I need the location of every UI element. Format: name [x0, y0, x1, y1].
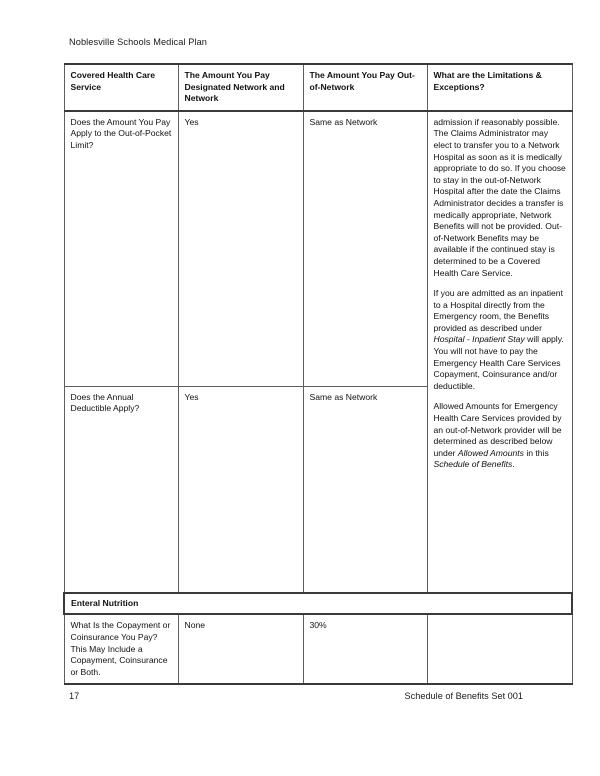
paragraph-text: . — [512, 459, 515, 470]
page-footer — [69, 690, 523, 702]
paragraph-text: admission if reasonably possible. The Claims Administrator may elect to transfer you to a Network Hospital as soon as it is medically appropriate to do so. If you choose to stay in the out-of-Network Hospital after the date the Claims Administrator decides a transfer is medically appropriate, Network Benefits will not be provided. Out-of-Network Benefits may be available if the continued stay is determined to be a Covered Health Care Service. — [433, 116, 566, 278]
cell-out-of-network-annual-deductible: Same as Network — [303, 386, 427, 593]
paragraph-text: Allowed Amounts for Emergency Health Care Services provided by an out-of-Network provider will be determined as described below under — [433, 401, 562, 458]
cell-network-out-of-pocket-limit: Yes — [178, 111, 303, 387]
document-header-title: Noblesville Schools Medical Plan — [69, 37, 208, 47]
cell-network-copayment-coinsurance: None — [178, 614, 303, 684]
limitations-paragraph — [434, 288, 567, 392]
cell-service-annual-deductible: Does the Annual Deductible Apply? — [64, 386, 178, 593]
column-header-limitations: What are the Limitations & Exceptions? — [427, 64, 572, 111]
limitations-paragraph — [434, 401, 567, 471]
footer-document-label: Schedule of Benefits Set 001 — [404, 691, 523, 701]
cell-out-of-network-out-of-pocket-limit: Same as Network — [303, 111, 427, 387]
schedule-of-benefits-table — [63, 63, 573, 685]
cell-service-out-of-pocket-limit: Does the Amount You Pay Apply to the Out-of-Pocket Limit? — [64, 111, 178, 387]
limitations-paragraph — [434, 117, 567, 279]
table-header-row — [64, 64, 572, 111]
table-row — [64, 111, 572, 387]
cell-limitations-exceptions — [427, 111, 572, 593]
cell-service-copayment-coinsurance: What Is the Copayment or Coinsurance You Pay? This May Include a Copayment, Coinsurance or Both. — [64, 614, 178, 684]
paragraph-text: will apply. You will not have to pay the Emergency Health Care Services Copayment, Coinsurance and/or deductible. — [433, 334, 564, 391]
cell-network-annual-deductible: Yes — [178, 386, 303, 593]
table-row — [64, 614, 572, 684]
italic-term: Schedule of Benefits — [433, 459, 513, 470]
paragraph-text: If you are admitted as an inpatient to a Hospital directly from the Emergency room, the Benefits provided as described under — [433, 288, 563, 333]
paragraph-text: in this — [523, 447, 549, 458]
italic-term: Allowed Amounts — [457, 447, 524, 458]
column-header-network-amount: The Amount You Pay Designated Network and Network — [178, 64, 303, 111]
column-header-out-of-network-amount: The Amount You Pay Out-of-Network — [303, 64, 427, 111]
cell-out-of-network-copayment-coinsurance: 30% — [303, 614, 427, 684]
footer-page-number: 17 — [69, 691, 80, 701]
cell-limitations-copayment-coinsurance — [427, 614, 572, 684]
column-header-covered-service: Covered Health Care Service — [64, 64, 178, 111]
section-heading-enteral-nutrition: Enteral Nutrition — [64, 593, 572, 615]
italic-term: Hospital - Inpatient Stay — [433, 334, 525, 345]
table-section-row — [64, 593, 572, 615]
